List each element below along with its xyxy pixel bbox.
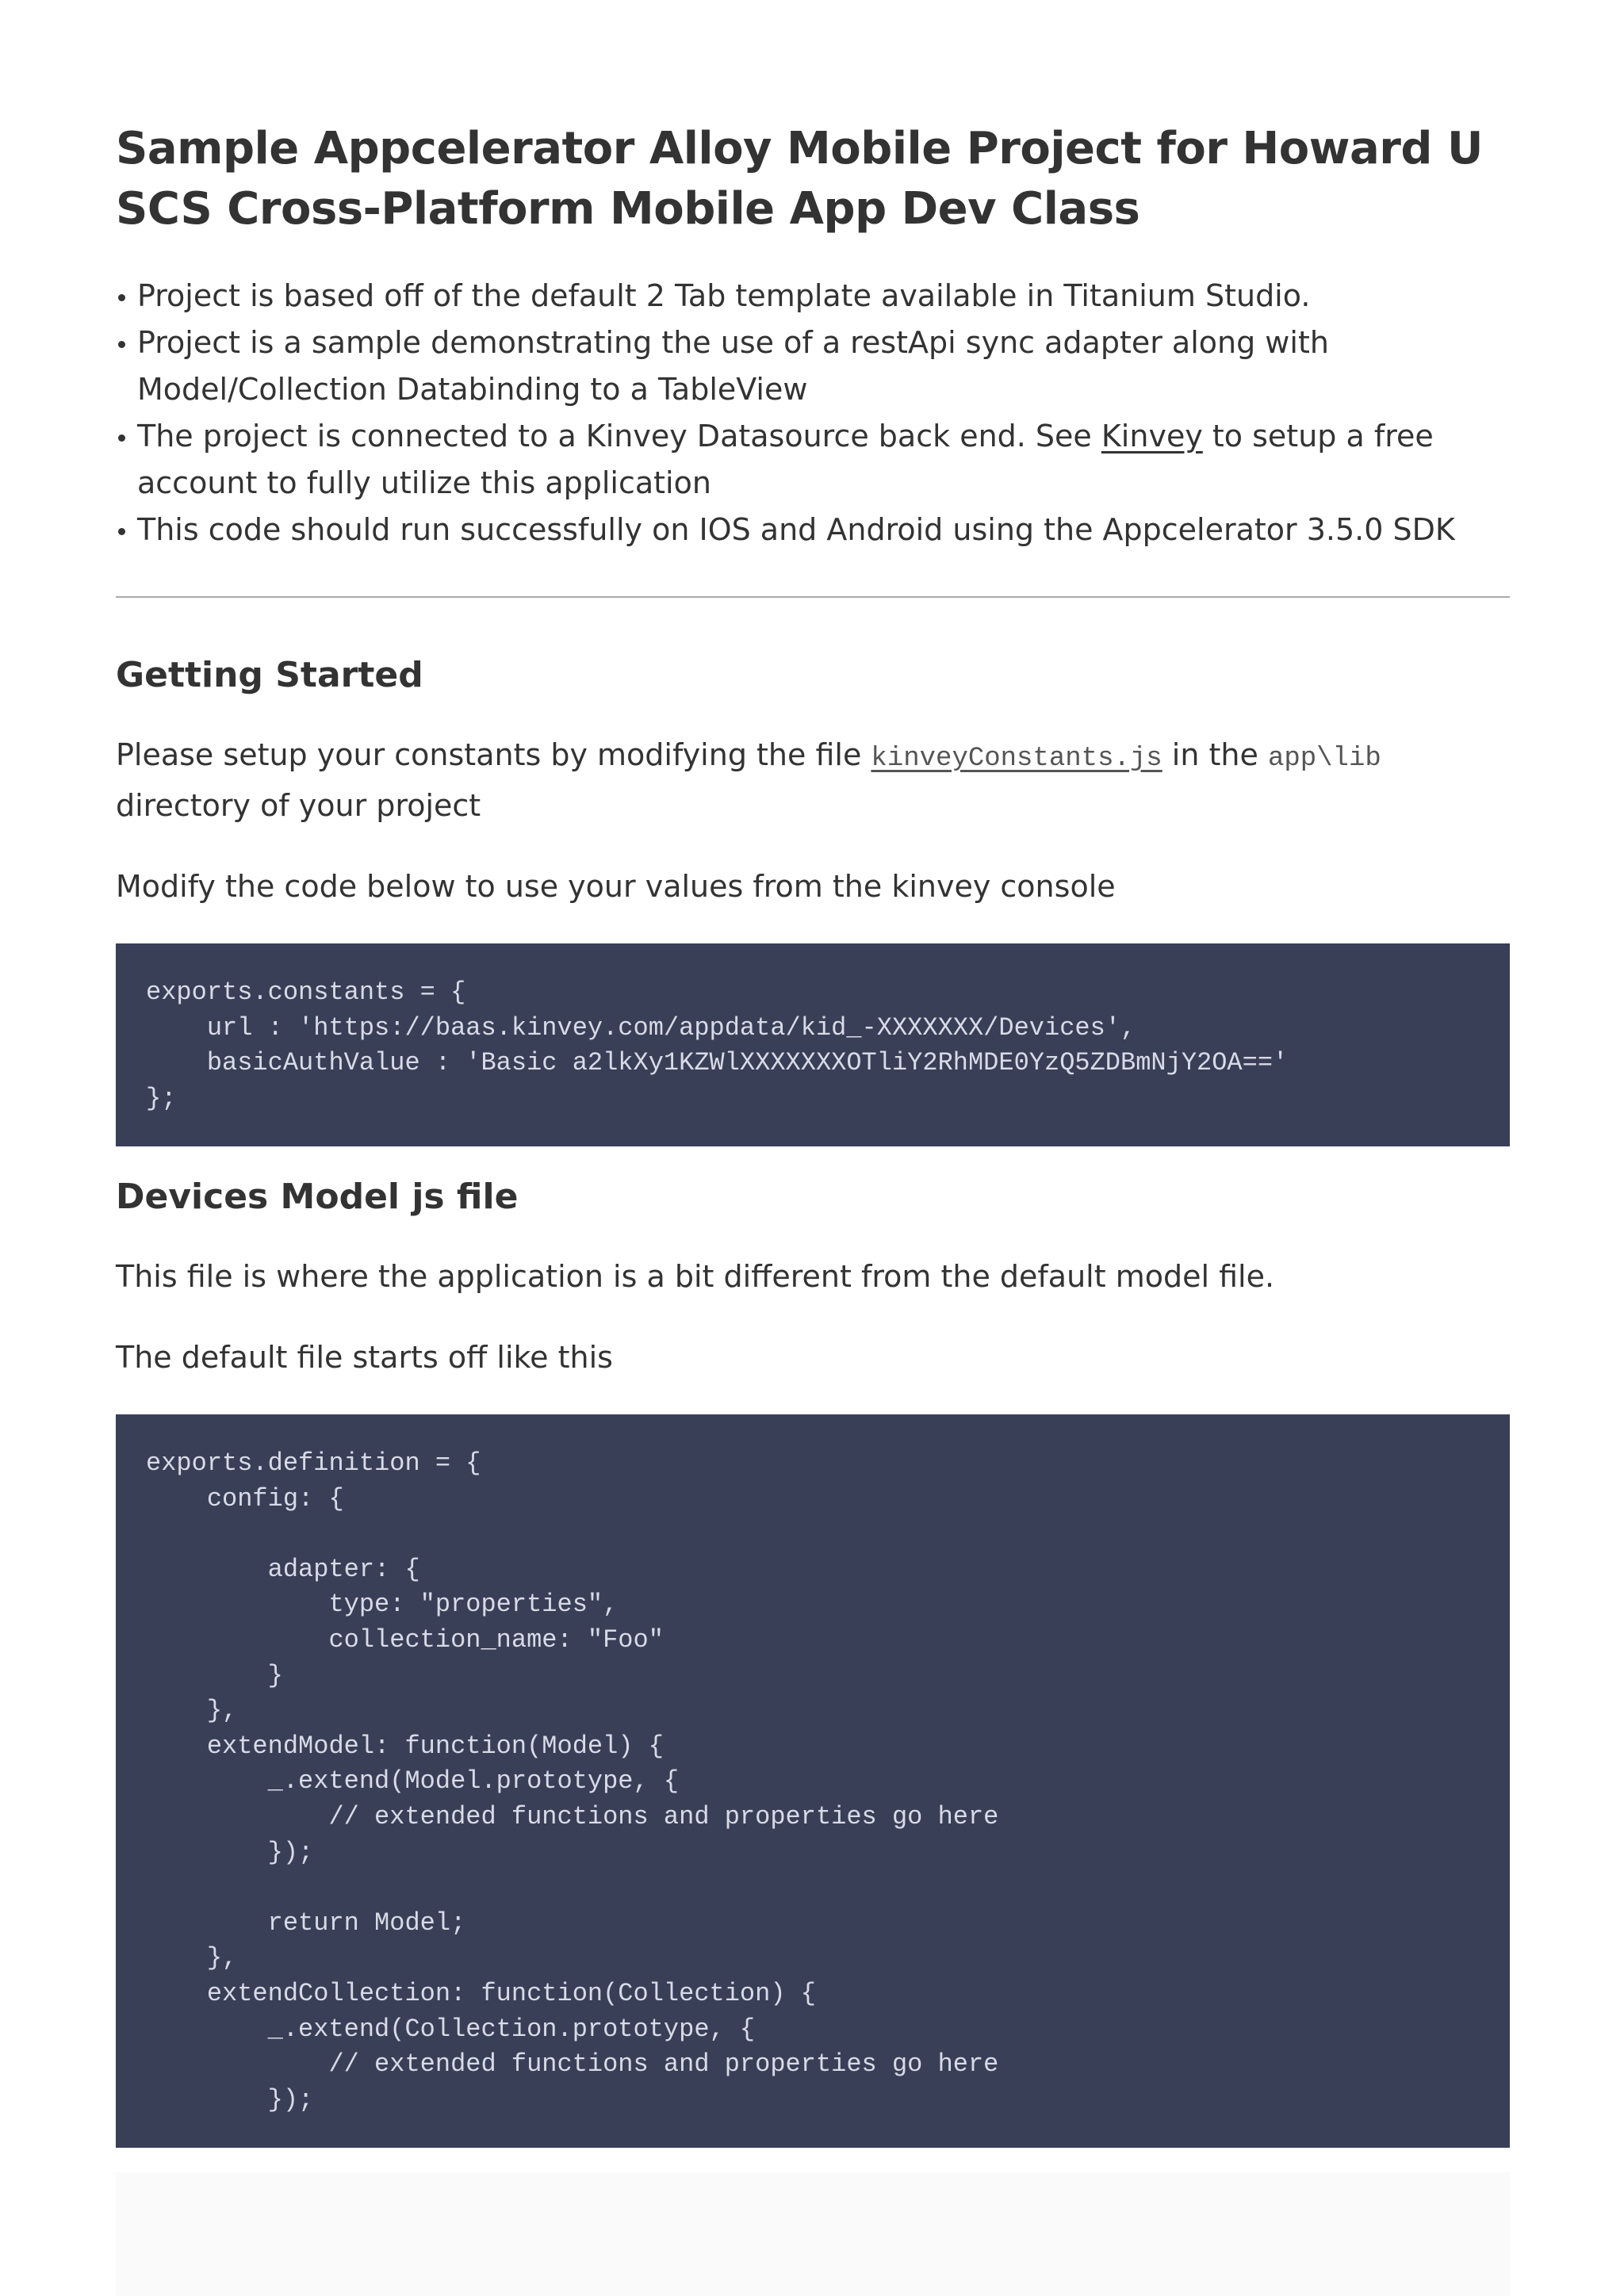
lib-directory-code: app\lib [1267, 744, 1381, 774]
intro-item: This code should run successfully on IOS and Android using the Appcelerator 3.5.0 SDK [137, 507, 1510, 553]
intro-item-text: to setup a free account to fully utilize this application [137, 419, 1434, 500]
setup-text: Please setup your constants by modifying the file [116, 737, 871, 772]
intro-item-text: The project is connected to a Kinvey Datasource back end. See [137, 419, 1101, 453]
intro-item: Project is a sample demonstrating the use of a restApi sync adapter along with Model/Collection Databinding to a TableView [137, 320, 1510, 413]
setup-instructions [116, 732, 1510, 829]
constants-code-block: exports.constants = { url : 'https://baas.kinvey.com/appdata/kid_-XXXXXXX/Devices', basicAuthValue : 'Basic a2lkXy1KZWlXXXXXXXOTliY2RhMDE0YzQ5ZDBmNjY2OA==' }; [116, 943, 1510, 1146]
modify-instructions: Modify the code below to use your values from the kinvey console [116, 869, 1116, 904]
readme-document [116, 119, 1510, 2148]
intro-item [137, 413, 1510, 507]
getting-started-heading: Getting Started [116, 655, 423, 695]
default-file-intro: The default file starts off like this [116, 1340, 613, 1375]
devices-model-description: This file is where the application is a bit different from the default model file. [116, 1259, 1275, 1294]
page-title: Sample Appcelerator Alloy Mobile Project for Howard U SCS Cross-Platform Mobile App Dev Class [116, 123, 1483, 235]
setup-text: in the [1162, 737, 1268, 772]
devices-model-heading: Devices Model js file [116, 1177, 519, 1217]
intro-list [116, 273, 1510, 553]
model-code-block: exports.definition = { config: { adapter: { type: "properties", collection_name: "Foo" } }, extendModel: function(Model) { _.extend(Model.prototype, { // extended functions and properties go here }); return Model; }, extendCollection: function(Collection) { _.extend(Collection.prototype, { // extended functions and properties go here }); [116, 1414, 1510, 2148]
constants-file-link[interactable]: kinveyConstants.js [871, 744, 1162, 774]
intro-item: Project is based off of the default 2 Tab template available in Titanium Studio. [137, 273, 1510, 320]
setup-text: directory of your project [116, 788, 481, 823]
page-bottom-area [116, 2172, 1510, 2296]
section-divider [116, 596, 1510, 598]
kinvey-link[interactable]: Kinvey [1101, 419, 1203, 453]
